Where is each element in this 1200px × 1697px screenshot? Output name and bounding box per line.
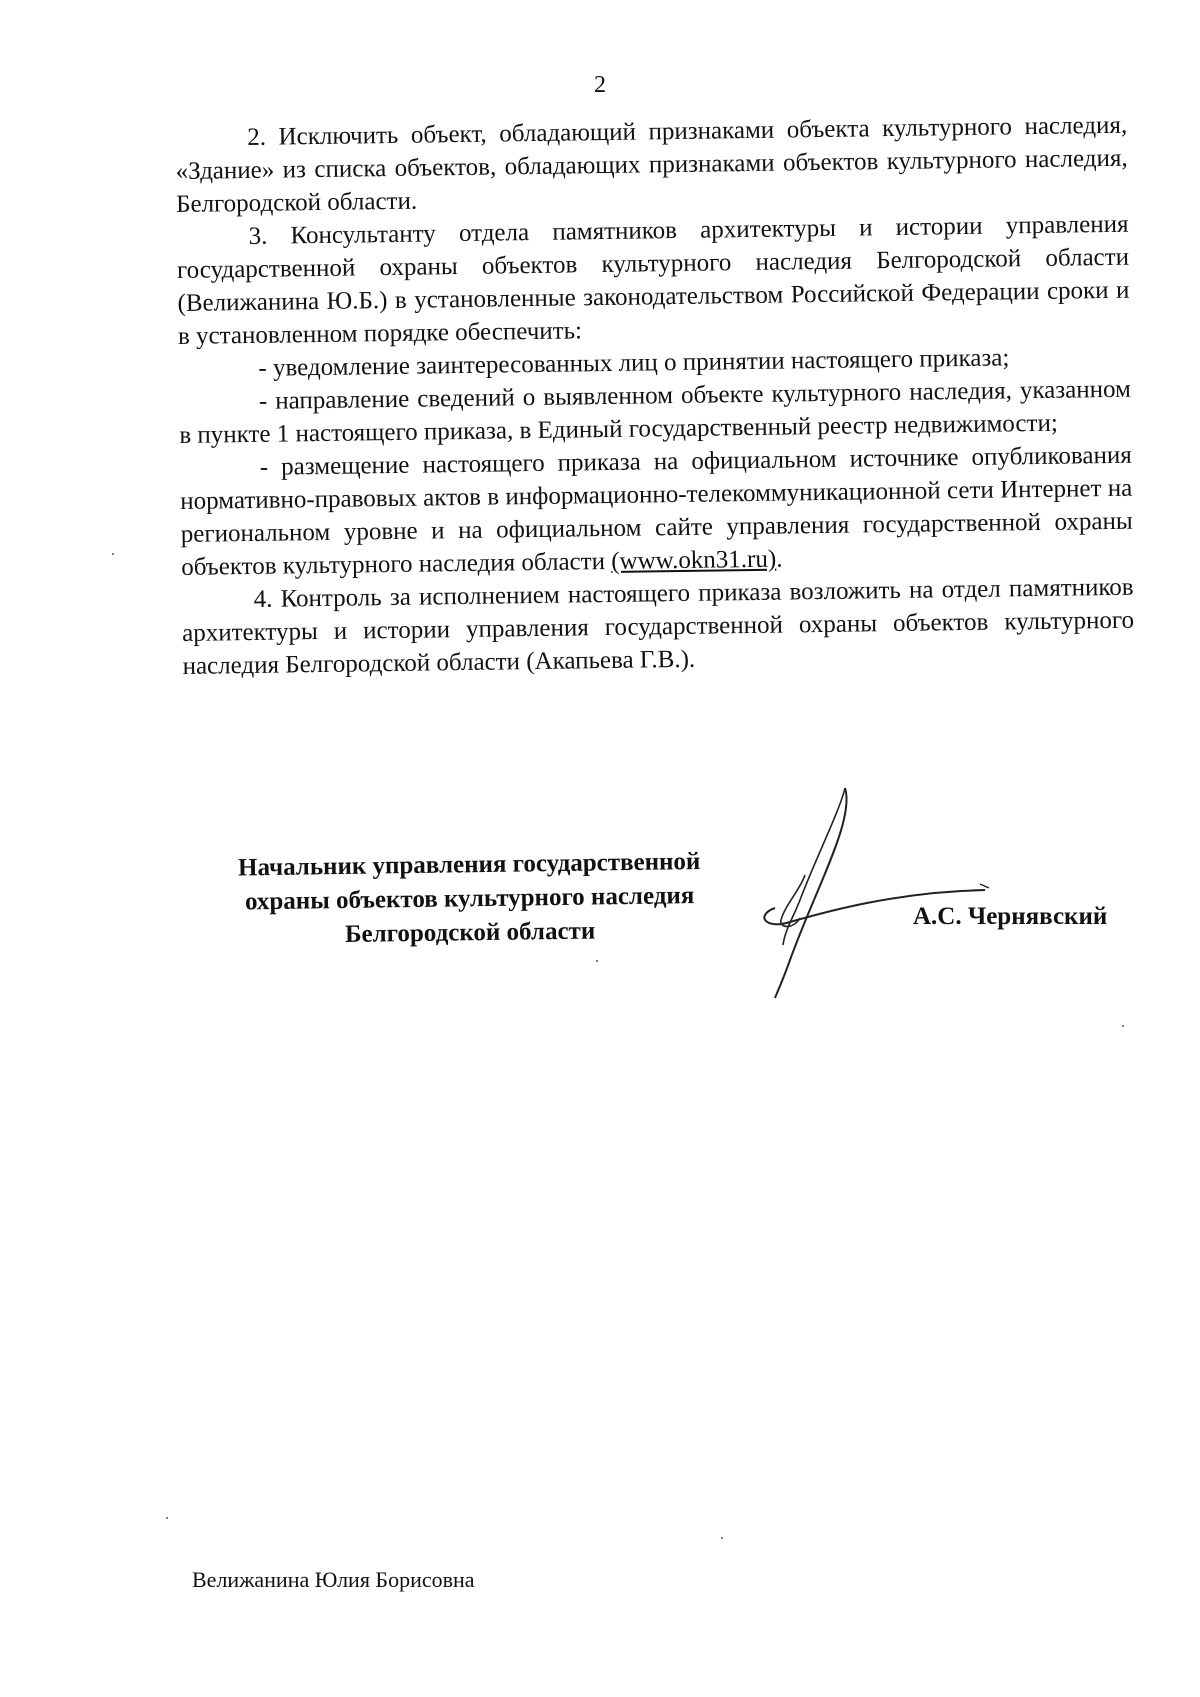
website-link[interactable]: (www.okn31.ru) [611,545,777,575]
scan-speck [1122,1025,1124,1027]
paragraph-2: 2. Исключить объект, обладающий признаками объекта культурного наследия, «Здание» из списка объектов, обладающих признаками объектов культурного наследия, Белгородской области. [175,111,1128,218]
bullet-registry: - направление сведений о выявленном объекте культурного наследия, указанном в пункте 1 настоящего приказа, в Единый государственный реестр недвижимости; [179,375,1132,449]
page-number: 2 [594,72,606,98]
position-line-1: Начальник управления государственной [237,848,701,882]
document-body [175,109,1135,683]
scan-speck [166,1517,168,1519]
executor-name: Велижанина Юлия Борисовна [192,1567,475,1592]
position-line-3: Белгородской области [344,917,596,948]
paragraph-3: 3. Консультанту отдела памятников архитектуры и истории управления государственной охраны объектов культурного наследия Белгородской области (Велижанина Ю.Б.) в установленные законодательством Российской Федерации сроки и в установленном порядке обеспечить: [176,210,1130,350]
handwritten-signature [745,780,1005,1000]
scan-speck [596,960,598,962]
bullet-publication [180,439,1134,584]
bullet-notification: - уведомление заинтересованных лиц о принятии настоящего приказа; [258,344,1010,382]
scan-speck [112,553,114,555]
position-line-2: охраны объектов культурного наследия [244,882,695,916]
signatory-position [200,844,739,954]
bullet-publication-end: . [776,545,783,573]
signatory-name: А.С. Чернявский [913,903,1108,930]
bullet-publication-text: - размещение настоящего приказа на официальном источнике опубликования нормативно-правовых актов в информационно-телекоммуникационной сети Интернет на региональном уровне и на официальном сайте управления государственной охраны объектов культурного наследия области [180,441,1133,581]
scan-speck [721,1537,723,1539]
paragraph-4: 4. Контроль за исполнением настоящего приказа возложить на отдел памятников архитектуры и истории управления государственной охраны объектов культурного наследия Белгородской области (Акапьева Г.В.). [181,573,1135,680]
